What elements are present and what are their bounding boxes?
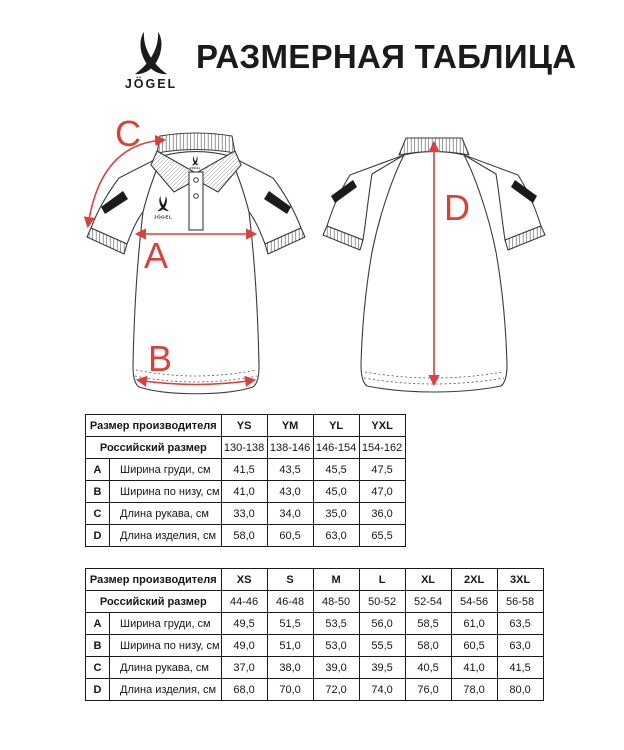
measurement-row: [86, 657, 544, 679]
measure-letter-cell: A: [86, 613, 110, 635]
collar-band: [157, 133, 235, 153]
measure-value-cell: 43,0: [267, 481, 313, 503]
russian-size-cell: 48-50: [313, 591, 359, 613]
measure-param-cell: Ширина груди, см: [110, 459, 222, 481]
measure-letter-cell: B: [86, 635, 110, 657]
button: [194, 178, 199, 183]
measurement-row: [86, 525, 406, 547]
measure-value-cell: 41,0: [451, 657, 497, 679]
measurement-row: [86, 613, 544, 635]
manufacturer-size-label: Размер производителя: [86, 415, 222, 437]
measure-value-cell: 80,0: [497, 679, 543, 701]
manufacturer-size-row: [86, 569, 544, 591]
measure-value-cell: 65,5: [359, 525, 405, 547]
size-header-cell: YM: [267, 415, 313, 437]
measure-value-cell: 58,0: [221, 525, 267, 547]
measure-value-cell: 53,0: [313, 635, 359, 657]
measure-value-cell: 47,5: [359, 459, 405, 481]
measure-value-cell: 51,0: [267, 635, 313, 657]
size-header-cell: XL: [405, 569, 451, 591]
measure-param-cell: Длина изделия, см: [110, 525, 222, 547]
russian-size-cell: 52-54: [405, 591, 451, 613]
measure-value-cell: 37,0: [221, 657, 267, 679]
measure-value-cell: 47,0: [359, 481, 405, 503]
measure-value-cell: 41,5: [221, 459, 267, 481]
russian-size-cell: 46-48: [267, 591, 313, 613]
measure-value-cell: 63,0: [313, 525, 359, 547]
measure-value-cell: 55,5: [359, 635, 405, 657]
measure-value-cell: 60,5: [451, 635, 497, 657]
front-shirt-diagram: [67, 112, 317, 407]
measure-letter-cell: C: [86, 503, 110, 525]
size-header-cell: YL: [313, 415, 359, 437]
measure-param-cell: Длина рукава, см: [110, 503, 222, 525]
russian-size-row: [86, 591, 544, 613]
measure-value-cell: 60,5: [267, 525, 313, 547]
measure-value-cell: 56,0: [359, 613, 405, 635]
label-b: B: [148, 338, 173, 379]
measure-value-cell: 33,0: [221, 503, 267, 525]
measure-value-cell: 78,0: [451, 679, 497, 701]
measure-value-cell: 68,0: [221, 679, 267, 701]
measure-value-cell: 63,0: [497, 635, 543, 657]
measure-value-cell: 43,5: [267, 459, 313, 481]
russian-size-cell: 50-52: [359, 591, 405, 613]
brand-logo-text: JÖGEL: [124, 77, 178, 91]
manufacturer-size-label: Размер производителя: [86, 569, 222, 591]
size-header-cell: M: [313, 569, 359, 591]
measure-param-cell: Ширина по низу, см: [110, 635, 222, 657]
measure-letter-cell: D: [86, 525, 110, 547]
measure-value-cell: 61,0: [451, 613, 497, 635]
measurement-row: [86, 503, 406, 525]
size-header-cell: XS: [221, 569, 267, 591]
back-shirt-diagram: [312, 112, 557, 407]
measure-value-cell: 40,5: [405, 657, 451, 679]
brand-v-icon: [135, 32, 167, 74]
russian-size-cell: 56-58: [497, 591, 543, 613]
measure-param-cell: Длина изделия, см: [110, 679, 222, 701]
label-c: C: [115, 113, 141, 154]
measure-value-cell: 70,0: [267, 679, 313, 701]
measure-value-cell: 51,5: [267, 613, 313, 635]
russian-size-cell: 44-46: [221, 591, 267, 613]
size-table-youth: [85, 414, 406, 547]
russian-size-cell: 138-146: [267, 437, 313, 459]
measure-value-cell: 35,0: [313, 503, 359, 525]
measure-value-cell: 36,0: [359, 503, 405, 525]
size-header-cell: 3XL: [497, 569, 543, 591]
measure-param-cell: Ширина по низу, см: [110, 481, 222, 503]
measure-value-cell: 72,0: [313, 679, 359, 701]
front-placket: [189, 172, 203, 230]
measure-value-cell: 74,0: [359, 679, 405, 701]
label-d: D: [444, 187, 470, 228]
size-table-adult: [85, 568, 544, 701]
measure-letter-cell: B: [86, 481, 110, 503]
measure-value-cell: 58,5: [405, 613, 451, 635]
measurement-row: [86, 679, 544, 701]
measurement-row: [86, 635, 544, 657]
russian-size-cell: 146-154: [313, 437, 359, 459]
measure-param-cell: Ширина груди, см: [110, 613, 222, 635]
svg-text:JÖGEL: JÖGEL: [153, 214, 173, 220]
measure-letter-cell: C: [86, 657, 110, 679]
measure-value-cell: 58,0: [405, 635, 451, 657]
measure-letter-cell: A: [86, 459, 110, 481]
measure-value-cell: 39,0: [313, 657, 359, 679]
measure-value-cell: 76,0: [405, 679, 451, 701]
measure-value-cell: 41,5: [497, 657, 543, 679]
russian-size-cell: 154-162: [359, 437, 405, 459]
measure-value-cell: 41,0: [221, 481, 267, 503]
measure-value-cell: 53,5: [313, 613, 359, 635]
size-header-cell: S: [267, 569, 313, 591]
size-header-cell: YXL: [359, 415, 405, 437]
russian-size-label: Российский размер: [86, 437, 222, 459]
russian-size-row: [86, 437, 406, 459]
measure-value-cell: 38,0: [267, 657, 313, 679]
manufacturer-size-row: [86, 415, 406, 437]
measure-value-cell: 45,0: [313, 481, 359, 503]
russian-size-label: Российский размер: [86, 591, 222, 613]
svg-text:JÖGEL: JÖGEL: [189, 165, 201, 170]
measure-value-cell: 49,5: [221, 613, 267, 635]
measure-param-cell: Длина рукава, см: [110, 657, 222, 679]
measurement-row: [86, 481, 406, 503]
russian-size-cell: 130-138: [221, 437, 267, 459]
measure-letter-cell: D: [86, 679, 110, 701]
measure-value-cell: 45,5: [313, 459, 359, 481]
size-header-cell: YS: [221, 415, 267, 437]
size-header-cell: L: [359, 569, 405, 591]
russian-size-cell: 54-56: [451, 591, 497, 613]
button: [194, 194, 199, 199]
measure-value-cell: 34,0: [267, 503, 313, 525]
measure-value-cell: 49,0: [221, 635, 267, 657]
label-a: A: [144, 235, 169, 276]
measurement-row: [86, 459, 406, 481]
size-header-cell: 2XL: [451, 569, 497, 591]
brand-logo: [114, 30, 188, 94]
page-title: РАЗМЕРНАЯ ТАБЛИЦА: [196, 38, 577, 75]
measure-value-cell: 39,5: [359, 657, 405, 679]
measure-value-cell: 63,5: [497, 613, 543, 635]
